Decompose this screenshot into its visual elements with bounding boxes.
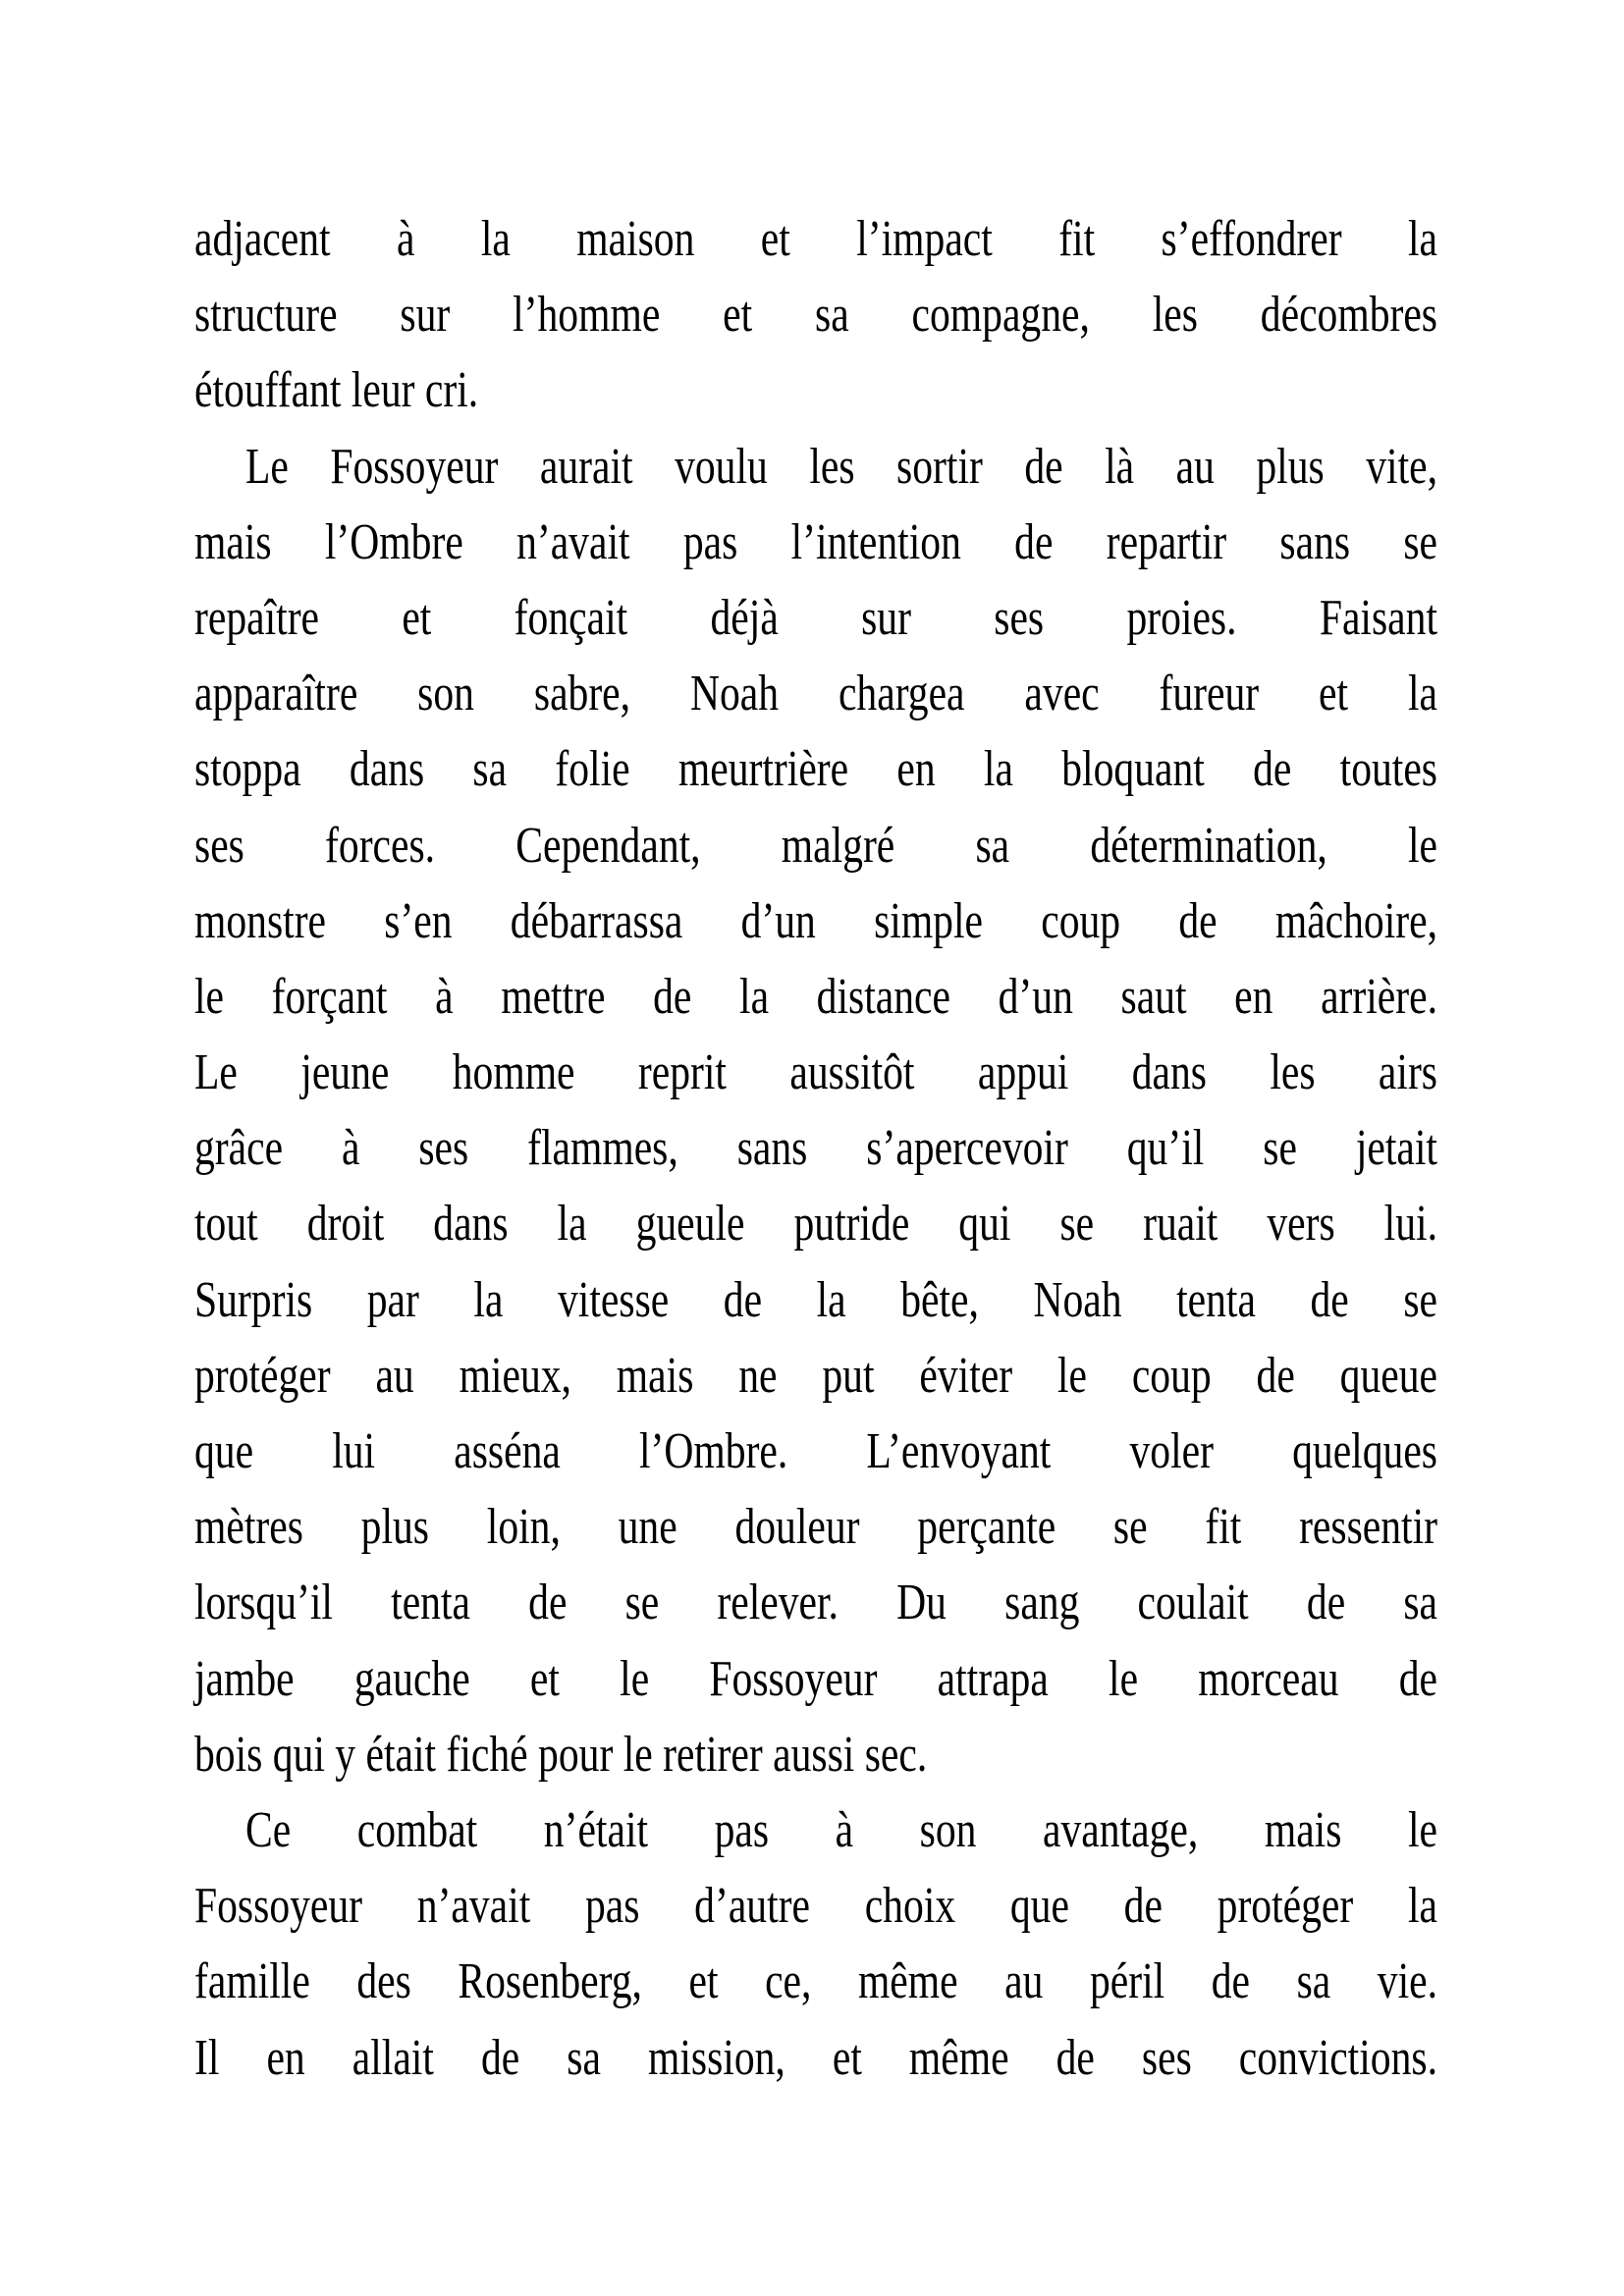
text-line: Il en allait de sa mission, et même de ses convictions. (194, 2029, 1437, 2086)
text-line: protéger au mieux, mais ne put éviter le coup de queue (194, 1347, 1437, 1404)
text-line: grâce à ses flammes, sans s’apercevoir qu’il se jetait (194, 1120, 1437, 1177)
paragraph-1 (194, 201, 1437, 429)
text-line: mètres plus loin, une douleur perçante se fit ressentir (194, 1499, 1437, 1556)
text-line: Fossoyeur n’avait pas d’autre choix que de protéger la (194, 1878, 1437, 1935)
text-line: repaître et fonçait déjà sur ses proies. Faisant (194, 589, 1437, 646)
document-page (194, 201, 1437, 2096)
text-line: Le jeune homme reprit aussitôt appui dans les airs (194, 1044, 1437, 1101)
text-line: que lui asséna l’Ombre. L’envoyant voler quelques (194, 1423, 1437, 1479)
text-line: Le Fossoyeur aurait voulu les sortir de là au plus vite, (245, 438, 1437, 495)
paragraph-3 (194, 1792, 1437, 2096)
text-line: Surpris par la vitesse de la bête, Noah tenta de se (194, 1271, 1437, 1328)
text-line: tout droit dans la gueule putride qui se ruait vers lui. (194, 1196, 1437, 1253)
paragraph-2 (194, 429, 1437, 1792)
text-line: ses forces. Cependant, malgré sa détermination, le (194, 817, 1437, 874)
text-line: bois qui y était fiché pour le retirer aussi sec. (194, 1726, 928, 1783)
text-line: lorsqu’il tenta de se relever. Du sang coulait de sa (194, 1575, 1437, 1631)
text-line: stoppa dans sa folie meurtrière en la bloquant de toutes (194, 741, 1437, 798)
text-line: adjacent à la maison et l’impact fit s’effondrer la (194, 211, 1437, 267)
text-line: jambe gauche et le Fossoyeur attrapa le morceau de (194, 1650, 1437, 1707)
text-line: apparaître son sabre, Noah chargea avec fureur et la (194, 666, 1437, 722)
text-line: famille des Rosenberg, et ce, même au péril de sa vie. (194, 1953, 1437, 2010)
text-line: mais l’Ombre n’avait pas l’intention de repartir sans se (194, 513, 1437, 570)
text-line: étouffant leur cri. (194, 362, 479, 419)
text-line: structure sur l’homme et sa compagne, les décombres (194, 287, 1437, 344)
text-line: Ce combat n’était pas à son avantage, mais le (245, 1801, 1437, 1858)
text-line: le forçant à mettre de la distance d’un saut en arrière. (194, 968, 1437, 1025)
text-line: monstre s’en débarrassa d’un simple coup de mâchoire, (194, 892, 1437, 949)
